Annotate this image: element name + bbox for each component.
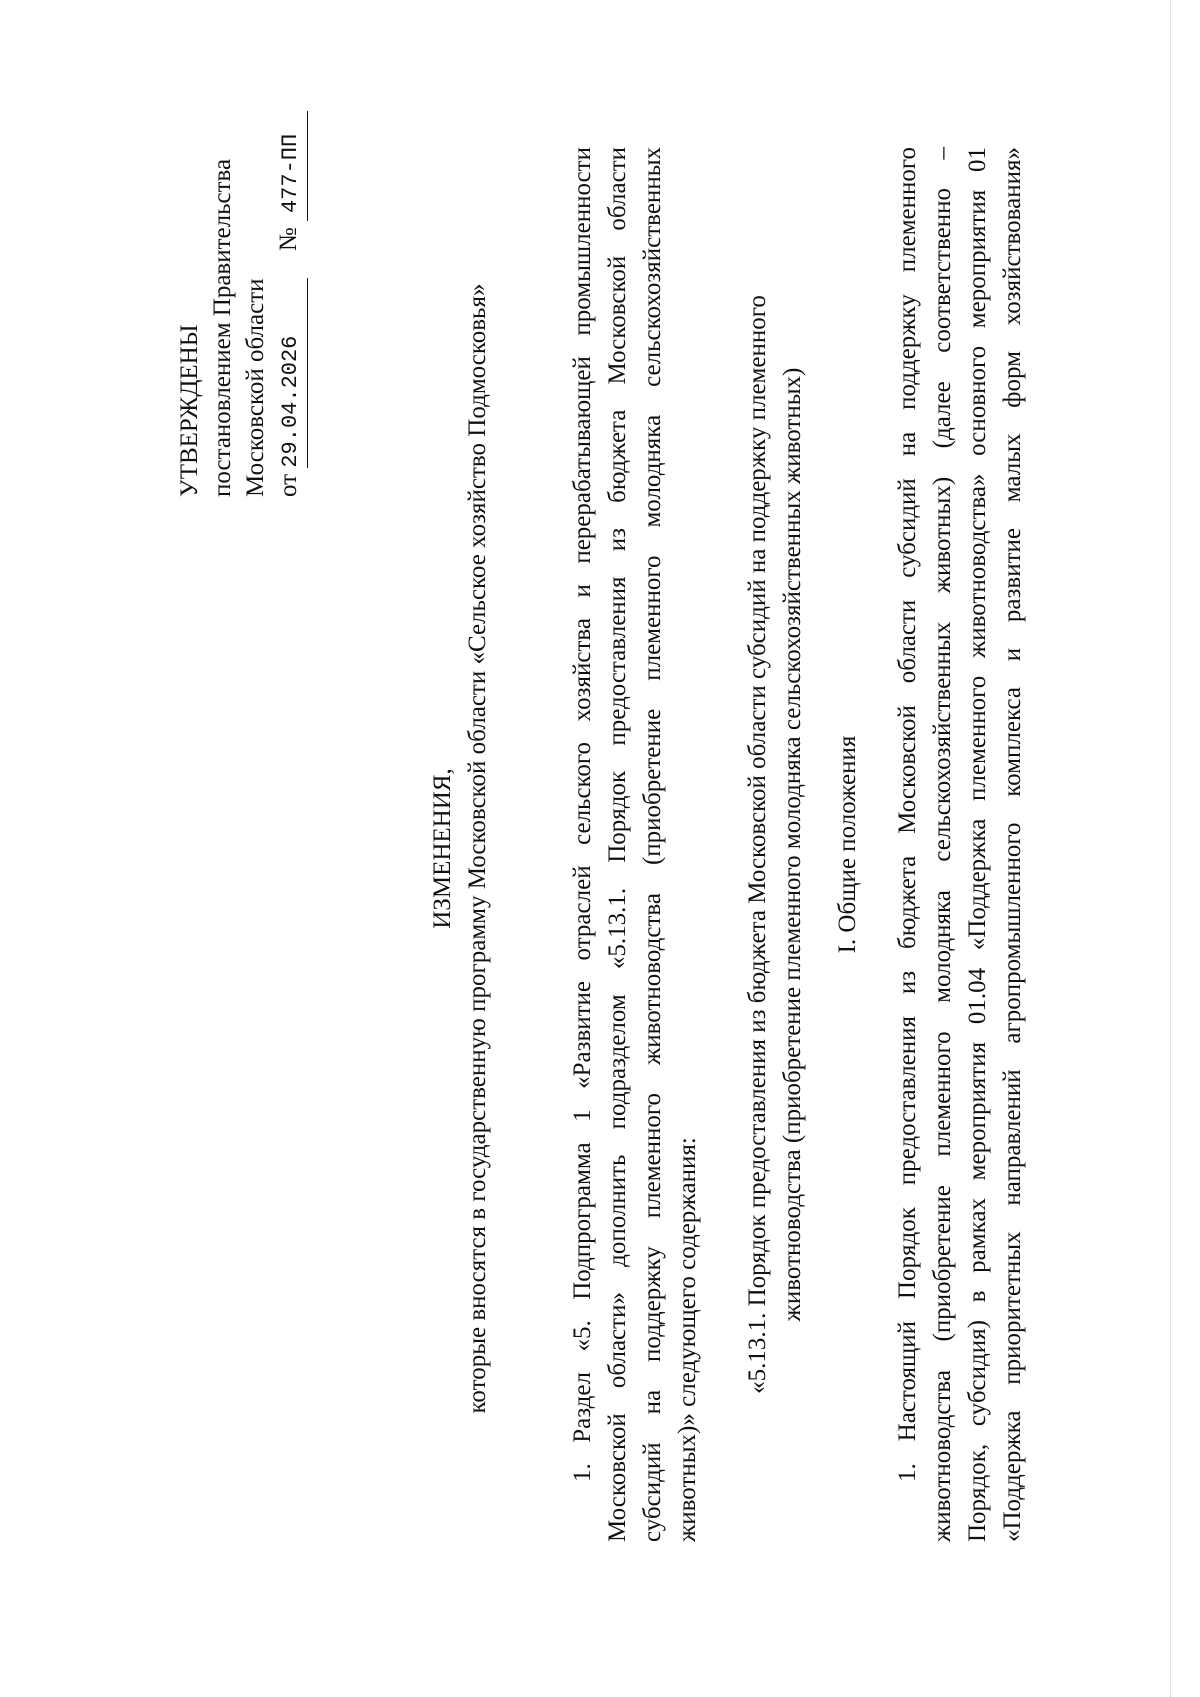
document-title: ИЗМЕНЕНИЯ, <box>429 768 456 929</box>
approval-region: Московской области <box>242 278 269 497</box>
document-subtitle: которые вносятся в государственную программу Московской области «Сельское хозяйство Подмосковья» <box>464 283 491 1414</box>
number-sign: № <box>275 227 302 252</box>
paragraph-line: животных)» следующего содержания: <box>674 1137 701 1542</box>
paragraph-line: животноводства (приобретение племенного молодняка сельскохозяйственных животных) (далее соответственно – <box>929 147 956 1542</box>
subsection-heading-line-2: животноводства (приобретение племенного молодняка сельскохозяйственных животных) <box>779 367 806 1322</box>
approval-number: 477-ПП <box>278 133 303 214</box>
date-prefix: от <box>275 473 302 497</box>
paragraph-line: 1. Раздел «5. Подпрограмма 1 «Развитие отраслей сельского хозяйства и перерабатывающей промышленности <box>569 147 596 1482</box>
page-edge-line <box>1170 0 1171 1697</box>
paragraph-line: Порядок, субсидия) в рамках мероприятия 01.04 «Поддержка племенного животноводства» основного мероприятия 01 <box>964 147 991 1542</box>
approval-date-number-line <box>272 57 308 497</box>
paragraph-2 <box>890 147 1030 1542</box>
approval-date: 29.04.2026 <box>278 335 303 468</box>
approval-date-field <box>272 278 308 468</box>
paragraph-line: 1. Настоящий Порядок предоставления из бюджета Московской области субсидий на поддержку племенного <box>894 147 921 1482</box>
paragraph-line: Московской области» дополнить подразделом «5.13.1. Порядок предоставления из бюджета Московской области <box>604 147 631 1542</box>
paragraph-line: «Поддержка приоритетных направлений агропромышленного комплекса и развитие малых форм хозяйствования» <box>999 147 1026 1542</box>
paragraph-1 <box>565 147 705 1542</box>
section-title: I. Общие положения <box>834 735 861 954</box>
approval-issuer: постановлением Правительства <box>209 158 236 497</box>
approval-number-field <box>272 111 308 221</box>
paragraph-line: субсидий на поддержку племенного животноводства (приобретение племенного молодняка сельскохозяйственных <box>639 147 666 1542</box>
subsection-heading-line-1: «5.13.1. Порядок предоставления из бюджета Московской области субсидий на поддержку племенного <box>744 295 771 1394</box>
approval-stamp <box>173 57 308 497</box>
approval-title: УТВЕРЖДЕНЫ <box>176 324 203 497</box>
